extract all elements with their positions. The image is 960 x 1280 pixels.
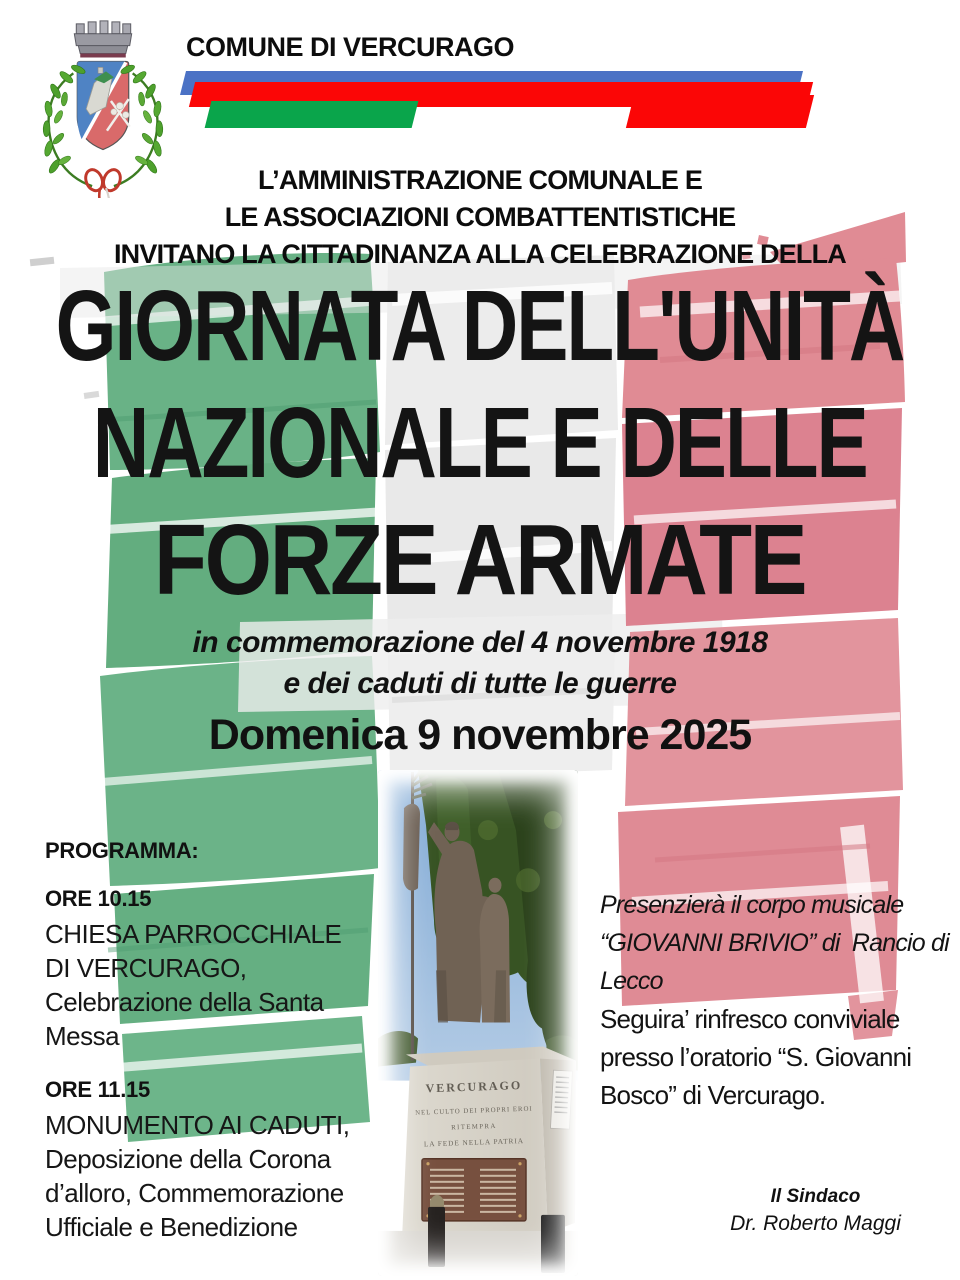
refreshment-text: Seguira’ rinfresco conviviale presso l’oratorio “S. Giovanni Bosco” di Vercurago. xyxy=(600,1004,912,1110)
pedestal-inscription-town: VERCURAGO xyxy=(425,1077,523,1096)
signature-name: Dr. Roberto Maggi xyxy=(730,1212,901,1235)
event-title xyxy=(0,268,960,619)
pedestal-inscription-line3: RITEMPRA xyxy=(451,1122,497,1132)
commemoration-line-2: e dei caduti di tutte le guerre xyxy=(283,667,677,700)
music-band-text: Presenzierà il corpo musicale “GIOVANNI BRIVIO” di Rancio di Lecco xyxy=(600,891,956,995)
event-subtitle xyxy=(0,622,960,760)
invite-line-2: LE ASSOCIAZIONI COMBATTENTISTICHE xyxy=(224,202,736,232)
programme-section xyxy=(45,838,360,1268)
municipality-name: COMUNE DI VERCURAGO xyxy=(186,32,515,62)
invitation-text xyxy=(0,162,960,273)
programme-desc-1: CHIESA PARROCCHIALE DI VERCURAGO, Celebrazione della Santa Messa xyxy=(45,919,342,1051)
monument-photo xyxy=(378,770,578,1276)
commemoration-line-1: in commemorazione del 4 novembre 1918 xyxy=(192,626,768,659)
side-plaque xyxy=(550,1070,572,1129)
mural-crown-icon xyxy=(74,21,131,58)
ribbon-bar-red-block xyxy=(626,95,814,128)
event-date: Domenica 9 novembre 2025 xyxy=(208,711,752,759)
invite-line-1: L’AMMINISTRAZIONE COMUNALE E xyxy=(257,165,703,195)
title-line-3: FORZE ARMATE xyxy=(154,504,806,617)
ribbon-bar-green xyxy=(205,101,419,128)
programme-time-1: ORE 10.15 xyxy=(45,886,152,911)
pedestal-inscription-line2: NEL CULTO DEI PROPRI EROI xyxy=(415,1105,533,1117)
invite-line-3: INVITANO LA CITTADINANZA ALLA CELEBRAZIONE DELLA xyxy=(113,239,847,269)
programme-time-2: ORE 11.15 xyxy=(45,1077,150,1102)
programme-desc-2: MONUMENTO AI CADUTI, Deposizione della Corona d’alloro, Commemorazione Ufficiale e Benedizione xyxy=(45,1110,350,1242)
title-line-2: NAZIONALE E DELLE xyxy=(93,387,867,500)
info-column xyxy=(600,886,956,1114)
shield xyxy=(77,61,129,149)
programme-item xyxy=(45,886,360,1053)
signature-role: Il Sindaco xyxy=(770,1186,861,1207)
pedestal-inscription-line4: LA FEDE NELLA PATRIA xyxy=(423,1136,525,1149)
title-line-1: GIORNATA DELL'UNITÀ xyxy=(56,270,904,383)
programme-item xyxy=(45,1077,360,1244)
programme-heading: PROGRAMMA: xyxy=(45,838,199,863)
mayor-signature xyxy=(688,1186,943,1236)
